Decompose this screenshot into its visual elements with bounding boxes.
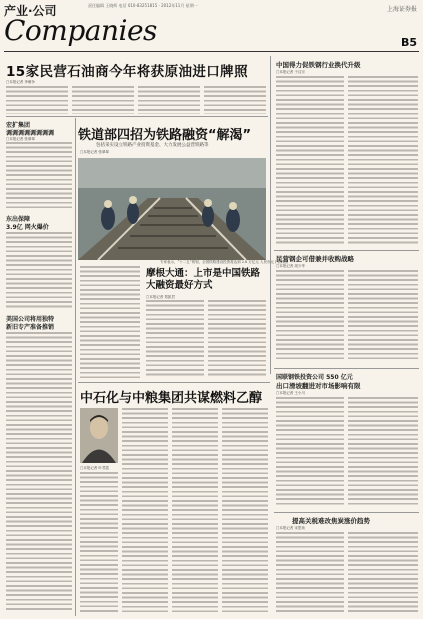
right-byline-1: □本报记者 于汉宗 <box>276 70 305 74</box>
right-body-4a <box>276 532 344 614</box>
right-divider-3 <box>274 512 419 513</box>
masthead-rule <box>4 51 419 52</box>
bottom-body-col-2 <box>122 408 168 612</box>
left-headline-2: 调调调调调调调调 <box>6 130 55 137</box>
left-headline-6: 新旧专产准备推销 <box>6 324 55 331</box>
right-body-4b <box>348 532 418 614</box>
main-body-col-1 <box>6 86 68 114</box>
right-body-2a <box>276 270 344 362</box>
left-body-1 <box>6 142 72 208</box>
right-headline-3: 国联钢铁投资公司 550 亿元 <box>276 374 353 381</box>
left-body-2 <box>6 232 72 308</box>
right-headline-2: 民营钢企可借兼并收购战略 <box>276 255 354 263</box>
bottom-body-col-3 <box>172 408 218 612</box>
right-byline-2: □本报记者 周少华 <box>276 264 305 268</box>
portrait-image <box>80 408 118 463</box>
rail-body-col-2 <box>146 300 204 378</box>
railway-photo-image <box>78 158 266 260</box>
right-body-1a <box>276 76 344 244</box>
left-byline: □本报记者 张翠翠 <box>6 137 35 141</box>
right-divider-1 <box>274 250 419 251</box>
portrait-photo <box>80 408 118 463</box>
rail-body-col-3 <box>208 300 266 378</box>
main-headline: 15家民营石油商今年将获原油进口牌照 <box>6 64 248 80</box>
right-body-3b <box>348 397 418 507</box>
railway-workers-photo <box>78 158 266 260</box>
right-byline-4: □本报记者 宋思扬 <box>276 526 305 530</box>
left-column-divider <box>75 118 76 616</box>
photo-caption: 专家表示，“十二五”规划，全国铁路建设投资将达到 2.8 万亿元 人民币元 | 资料图 <box>160 260 288 264</box>
section-title-en: Companies <box>4 14 157 47</box>
left-headline-5: 美国公司将用独特 <box>6 316 55 323</box>
main-body-col-4 <box>204 86 266 114</box>
column-divider <box>270 56 271 374</box>
left-headline-4: 3.9亿 网火爆价 <box>6 224 49 231</box>
main-body-col-3 <box>138 86 200 114</box>
left-headline-1: 宏扩集团 <box>6 122 31 129</box>
bottom-body-col-4 <box>222 408 268 612</box>
main-body-col-2 <box>72 86 134 114</box>
paper-name: 上海证券报 <box>386 6 417 13</box>
bottom-divider <box>78 382 270 383</box>
right-divider-2 <box>274 368 419 369</box>
right-body-1b <box>348 76 418 244</box>
rail-byline: □本报记者 张翠翠 <box>80 150 109 154</box>
bottom-body-col-1 <box>80 472 118 612</box>
bottom-headline: 中石化与中粮集团共谋燃料乙醇 <box>80 391 263 406</box>
left-body-3 <box>6 332 72 612</box>
rail-body-col-1 <box>80 266 140 378</box>
right-byline-3: □本报记者 王小川 <box>276 391 305 395</box>
right-body-2b <box>348 270 418 362</box>
main-byline: □本报记者 李雁争 <box>6 80 35 84</box>
rail-headline: 铁道部四招为铁路融资“解渴” <box>78 128 252 143</box>
quote-headline: 摩根大通：上市是中国铁路大融资最好方式 <box>146 268 261 291</box>
issue-line: 责任编辑 王晓辉 电话 010-83251815 · 2012年11月 星期一 <box>88 3 198 8</box>
right-headline-1: 中国得力促铁钢行业换代升级 <box>276 61 361 69</box>
rail-subheadline: 包括采实设立铁路产业投资基金、大力发展公益营铁路等 <box>96 143 209 148</box>
bottom-byline: □本报记者 叶君霞 <box>80 466 109 470</box>
right-headline-4: 出口滑坡翻进对市场影响有限 <box>276 382 361 390</box>
right-headline-5: 提高关税难改焦炭涨价趋势 <box>292 517 370 525</box>
section-title-cn: 产业·公司 <box>4 4 57 18</box>
right-body-3a <box>276 397 344 507</box>
page-number: B5 <box>400 36 417 49</box>
left-headline-3: 东出保障 <box>6 216 31 223</box>
quote-byline: □本报记者 郑凯君 <box>146 295 175 299</box>
divider <box>6 116 268 117</box>
masthead <box>0 0 423 52</box>
